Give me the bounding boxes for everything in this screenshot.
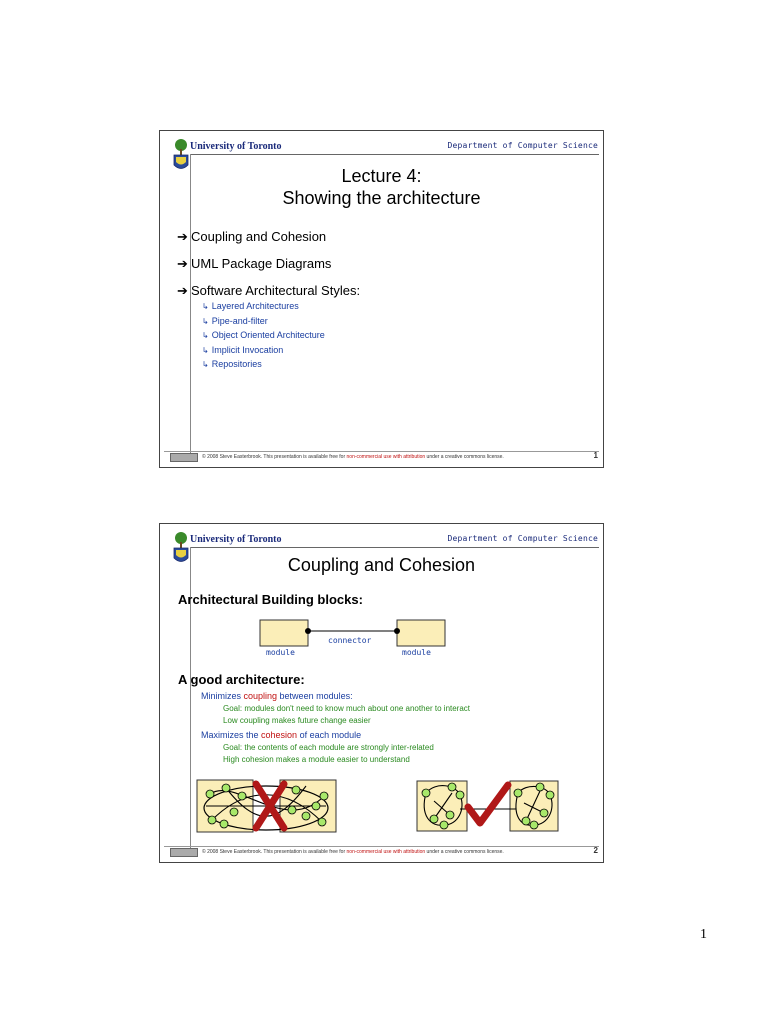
pointer-icon: ↳ bbox=[202, 317, 209, 326]
minimizes-coupling: Minimizes coupling between modules: bbox=[201, 691, 353, 701]
sub-bullet: ↳ Pipe-and-filter bbox=[202, 316, 268, 326]
bullet-styles: ➔ Software Architectural Styles: bbox=[177, 283, 361, 298]
arrow-icon: ➔ bbox=[177, 256, 188, 271]
connector-end-right bbox=[394, 628, 400, 634]
pointer-icon: ↳ bbox=[202, 346, 209, 355]
creative-commons-icon bbox=[170, 453, 198, 462]
sub-bullet: ↳ Repositories bbox=[202, 359, 262, 369]
department-name: Department of Computer Science bbox=[447, 141, 598, 150]
department-name: Department of Computer Science bbox=[447, 534, 598, 543]
pointer-icon: ↳ bbox=[202, 331, 209, 340]
cohesion-note: High cohesion makes a module easier to understand bbox=[223, 755, 410, 764]
module-label-left: module bbox=[266, 648, 295, 657]
creative-commons-icon bbox=[170, 848, 198, 857]
sub-bullet: ↳ Object Oriented Architecture bbox=[202, 330, 325, 340]
sub-bullet: ↳ Implicit Invocation bbox=[202, 345, 284, 355]
footer-rule bbox=[164, 846, 599, 847]
bullet-coupling: ➔ Coupling and Cohesion bbox=[177, 229, 327, 244]
heading-building-blocks: Architectural Building blocks: bbox=[178, 592, 363, 607]
bullet-uml: ➔ UML Package Diagrams bbox=[177, 256, 332, 271]
header-rule bbox=[190, 154, 599, 155]
page-number: 1 bbox=[700, 927, 707, 942]
heading-good-architecture: A good architecture: bbox=[178, 672, 305, 687]
arrow-icon: ➔ bbox=[177, 283, 188, 298]
connector-label: connector bbox=[328, 636, 372, 645]
pointer-icon: ↳ bbox=[202, 302, 209, 311]
maximizes-cohesion: Maximizes the cohesion of each module bbox=[201, 730, 362, 740]
slide-footer bbox=[164, 453, 599, 463]
module-box-right bbox=[397, 620, 445, 646]
license-text: © 2008 Steve Easterbrook. This presentation is available free for non-commercial use with attribution under a creative commons license. bbox=[202, 849, 504, 855]
slide-number: 1 bbox=[593, 451, 598, 460]
checkmark-icon bbox=[468, 785, 508, 823]
slide-title: Coupling and Cohesion bbox=[287, 555, 476, 575]
slide-2 bbox=[159, 523, 604, 863]
coupling-note: Low coupling makes future change easier bbox=[223, 716, 371, 725]
slide-number: 2 bbox=[593, 846, 598, 855]
pointer-icon: ↳ bbox=[202, 360, 209, 369]
good-cohesion-illustration bbox=[416, 779, 561, 837]
slide-footer bbox=[164, 848, 599, 858]
coupling-goal: Goal: modules don't need to know much about one another to interact bbox=[223, 704, 471, 713]
university-name: University of Toronto bbox=[190, 141, 282, 152]
slide-title-line1: Lecture 4: bbox=[341, 166, 422, 186]
bad-coupling-illustration bbox=[196, 776, 341, 838]
university-name: University of Toronto bbox=[190, 534, 282, 545]
module-box-left bbox=[260, 620, 308, 646]
header-rule bbox=[190, 547, 599, 548]
module-label-right: module bbox=[402, 648, 431, 657]
arrow-icon: ➔ bbox=[177, 229, 188, 244]
footer-rule bbox=[164, 451, 599, 452]
slide-title-line2: Showing the architecture bbox=[282, 188, 481, 208]
cohesion-goal: Goal: the contents of each module are strongly inter-related bbox=[223, 743, 434, 752]
license-text: © 2008 Steve Easterbrook. This presentation is available free for non-commercial use with attribution under a creative commons license. bbox=[202, 454, 504, 460]
slide-1 bbox=[159, 130, 604, 468]
sub-bullet: ↳ Layered Architectures bbox=[202, 301, 299, 311]
connector-end-left bbox=[305, 628, 311, 634]
